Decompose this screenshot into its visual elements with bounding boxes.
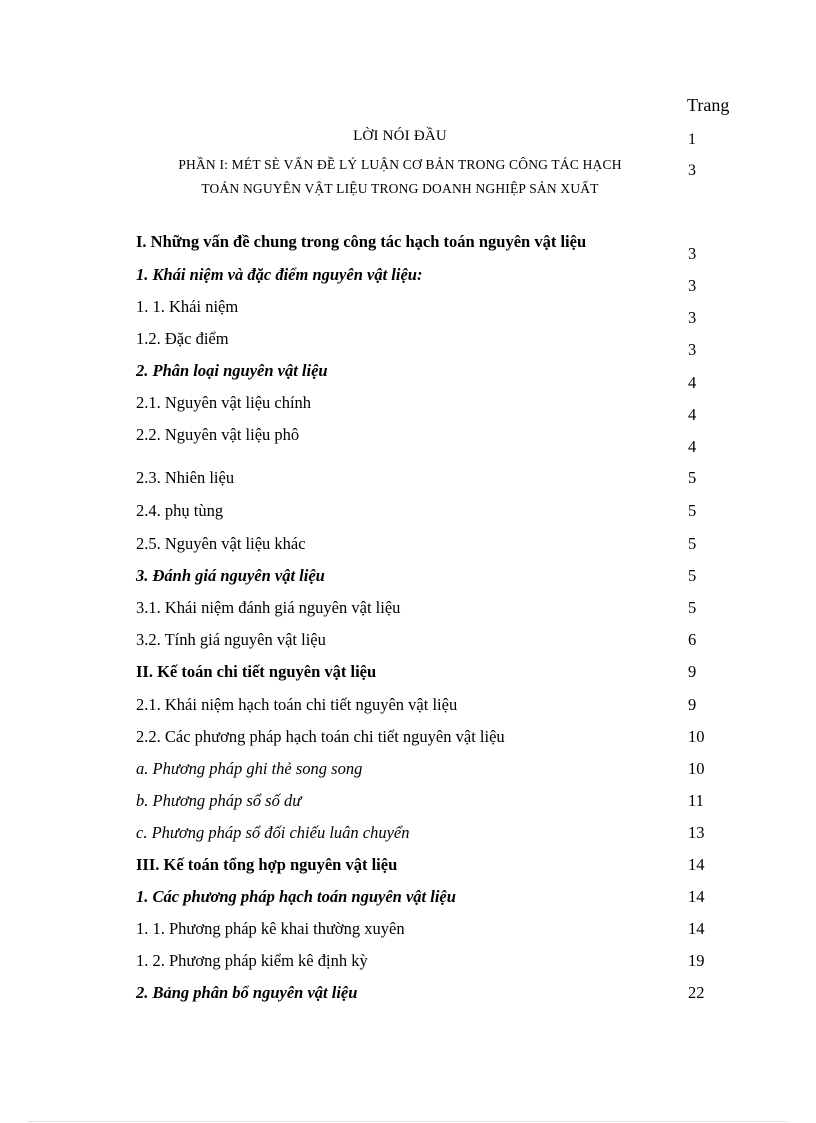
toc-entry-page: 6 [688,630,697,649]
toc-entry-label: 2.2. Nguyên vật liệu phô [136,425,300,444]
toc-entry-page: 19 [688,951,705,970]
toc-entry-label: 3. Đánh giá nguyên vật liệu [136,566,325,585]
toc-entry-page: 9 [688,662,697,681]
toc-entry-page: 4 [688,437,697,456]
toc-entry-label: 2. Phân loại nguyên vật liệu [136,361,328,380]
toc-entry-label: 2.5. Nguyên vật liệu khác [136,534,306,553]
toc-entry-label: 1. 2. Phương pháp kiểm kê định kỳ [136,951,368,970]
heading-foreword: LỜI NÓI ĐẦU [353,128,447,144]
toc-entry-page: 4 [688,405,697,424]
heading-part1-line1: PHẦN I: MÉT SÈ VẤN ĐỀ LÝ LUẬN CƠ BẢN TRONG CÔNG TÁC HẠCH [178,157,622,172]
toc-entry-page: 5 [688,598,697,617]
toc-entry-label: III. Kế toán tổng hợp nguyên vật liệu [136,855,398,874]
page-column-header: Trang [687,95,730,115]
toc-entry-page: 3 [688,276,697,295]
toc-entry-label: c. Phương pháp sổ đối chiếu luân chuyển [136,823,410,842]
toc-entry-page: 5 [688,566,697,585]
toc-entry-label: II. Kế toán chi tiết nguyên vật liệu [136,662,377,681]
toc-entry-page: 4 [688,373,697,392]
heading-foreword-page: 1 [688,131,696,148]
toc-entry-label: b. Phương pháp sổ số dư [136,791,302,810]
toc-entry-label: 1. 1. Phương pháp kê khai thường xuyên [136,919,405,938]
toc-entry-label: I. Những vấn đề chung trong công tác hạch toán nguyên vật liệu [136,232,587,251]
toc-entry-label: 2.1. Nguyên vật liệu chính [136,393,312,412]
toc-entry-label: 2. Bảng phân bổ nguyên vật liệu [136,983,358,1002]
toc-entry-label: 3.1. Khái niệm đánh giá nguyên vật liệu [136,598,401,617]
toc-entry-label: a. Phương pháp ghi thẻ song song [136,759,363,778]
toc-entry-page: 13 [688,823,705,842]
toc-entry-page: 10 [688,759,705,778]
toc-entry-page: 10 [688,727,705,746]
toc-entry-page: 14 [688,855,705,874]
toc-entry-page: 3 [688,244,697,263]
heading-part1-page: 3 [688,162,696,179]
toc-entry-label: 1. Khái niệm và đặc điểm nguyên vật liệu: [136,265,423,284]
toc-entry-label: 1.2. Đặc điểm [136,329,229,348]
toc-entry-label: 2.4. phụ tùng [136,501,224,520]
toc-entry-page: 14 [688,887,705,906]
toc-entry-page: 5 [688,534,697,553]
toc-entry-label: 2.1. Khái niệm hạch toán chi tiết nguyên vật liệu [136,695,458,714]
toc-entry-page: 22 [688,983,705,1002]
toc-entry-label: 1. 1. Khái niệm [136,297,239,316]
toc-entry-label: 2.2. Các phương pháp hạch toán chi tiết nguyên vật liệu [136,727,505,746]
toc-entry-page: 3 [688,308,697,327]
heading-part1-line2: TOÁN NGUYÊN VẬT LIỆU TRONG DOANH NGHIỆP SẢN XUẤT [201,181,599,196]
toc-entry-page: 5 [688,468,697,487]
toc-entry-page: 3 [688,340,697,359]
toc-entry-label: 3.2. Tính giá nguyên vật liệu [136,630,326,649]
toc-entry-page: 14 [688,919,705,938]
toc-entry-page: 9 [688,695,697,714]
page-footer-divider [28,1121,788,1122]
toc-entry-page: 5 [688,501,697,520]
toc-entry-page: 11 [688,791,704,810]
toc-entry-label: 1. Các phương pháp hạch toán nguyên vật liệu [136,887,456,906]
toc-entry-label: 2.3. Nhiên liệu [136,468,235,487]
